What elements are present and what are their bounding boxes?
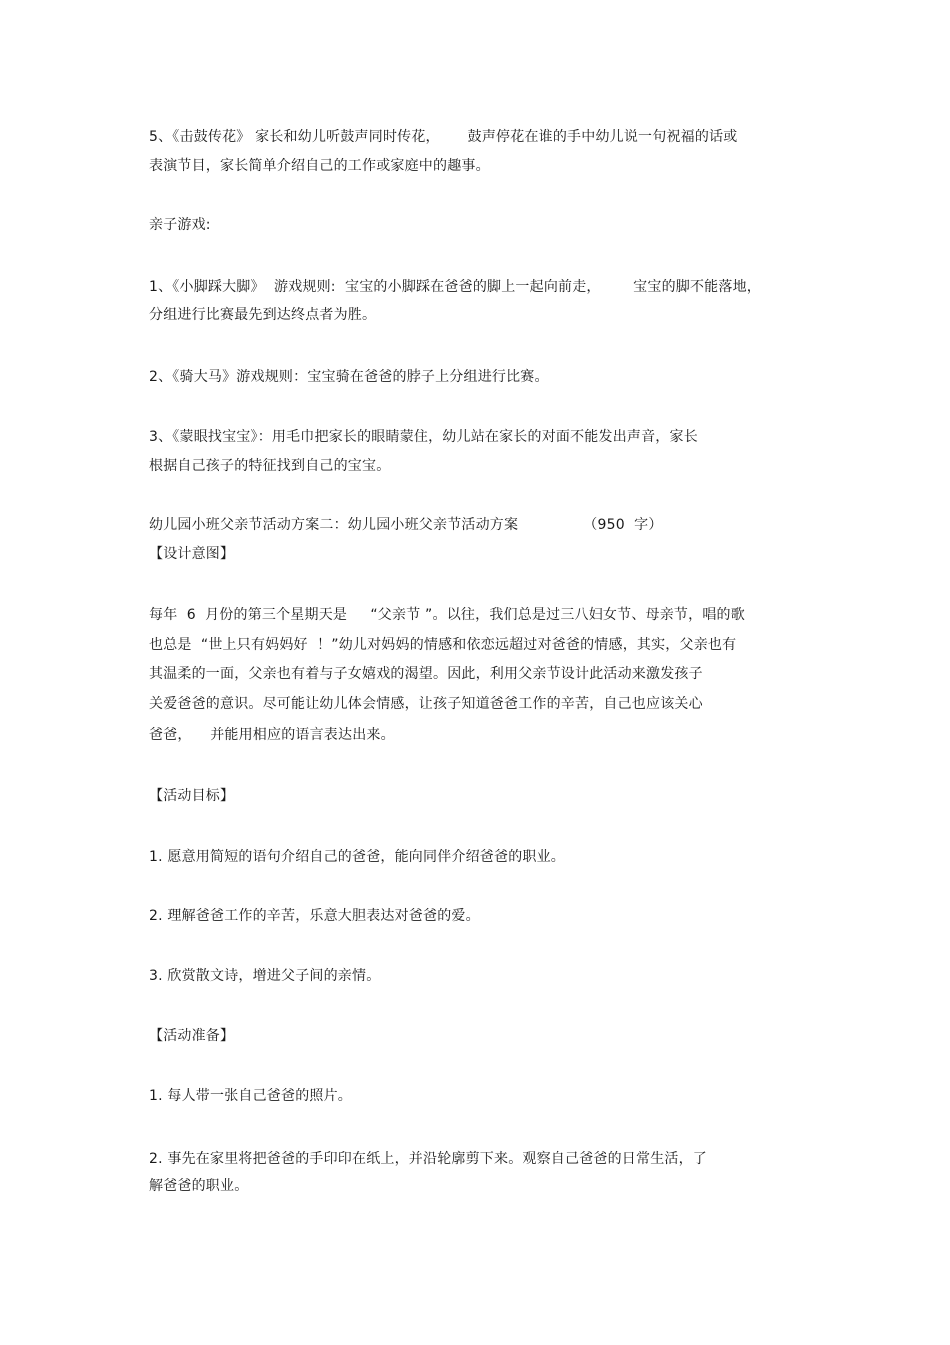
text-line-game-1-2: 分组进行比赛最先到达终点者为胜。 [149, 307, 377, 323]
heading-design-intent: 【设计意图】 [149, 546, 235, 562]
goal-item-1: 1. 愿意用简短的语句介绍自己的爸爸，能向同伴介绍爸爸的职业。 [149, 849, 566, 865]
text-line-intent-2: 也总是 “世上只有妈妈好 ！”幼儿对妈妈的情感和依恋远超过对爸爸的情感，其实，父亲也有 [149, 637, 737, 653]
text-line-intent-3: 其温柔的一面，父亲也有着与子女嬉戏的渴望。因此，利用父亲节设计此活动来激发孩子 [149, 666, 703, 682]
text-line-game-5-1: 5、《击鼓传花》 家长和幼儿听鼓声同时传花， 鼓声停花在谁的手中幼儿说一句祝福的话或 [149, 129, 738, 145]
prep-item-1: 1. 每人带一张自己爸爸的照片。 [149, 1088, 353, 1104]
plan-two-title: 幼儿园小班父亲节活动方案二：幼儿园小班父亲节活动方案 （950 字） [149, 517, 663, 533]
prep-item-2-line-2: 解爸爸的职业。 [149, 1178, 249, 1194]
text-line-intent-4: 关爱爸爸的意识。尽可能让幼儿体会情感，让孩子知道爸爸工作的辛苦，自己也应该关心 [149, 696, 703, 712]
heading-activity-preparation: 【活动准备】 [149, 1028, 235, 1044]
heading-activity-goals: 【活动目标】 [149, 788, 235, 804]
goal-item-2: 2. 理解爸爸工作的辛苦，乐意大胆表达对爸爸的爱。 [149, 908, 480, 924]
text-line-intent-1: 每年 6 月份的第三个星期天是 “父亲节 ”。以往，我们总是过三八妇女节、母亲节，唱的歌 [149, 607, 745, 623]
goal-item-3: 3. 欣赏散文诗，增进父子间的亲情。 [149, 968, 381, 984]
text-line-game-2: 2、《骑大马》游戏规则：宝宝骑在爸爸的脖子上分组进行比赛。 [149, 369, 549, 385]
text-line-game-3-2: 根据自己孩子的特征找到自己的宝宝。 [149, 458, 391, 474]
prep-item-2-line-1: 2. 事先在家里将把爸爸的手印印在纸上，并沿轮廓剪下来。观察自己爸爸的日常生活，了 [149, 1151, 708, 1167]
text-line-game-5-2: 表演节目，家长简单介绍自己的工作或家庭中的趣事。 [149, 158, 490, 174]
section-heading-parent-child-games: 亲子游戏: [149, 217, 211, 233]
text-line-intent-5: 爸爸， 并能用相应的语言表达出来。 [149, 727, 395, 743]
text-line-game-3-1: 3、《蒙眼找宝宝》：用毛巾把家长的眼睛蒙住，幼儿站在家长的对面不能发出声音，家长 [149, 429, 698, 445]
text-line-game-1-1: 1、《小脚踩大脚》 游戏规则: 宝宝的小脚踩在爸爸的脚上一起向前走， 宝宝的脚不能落地， [149, 279, 761, 295]
